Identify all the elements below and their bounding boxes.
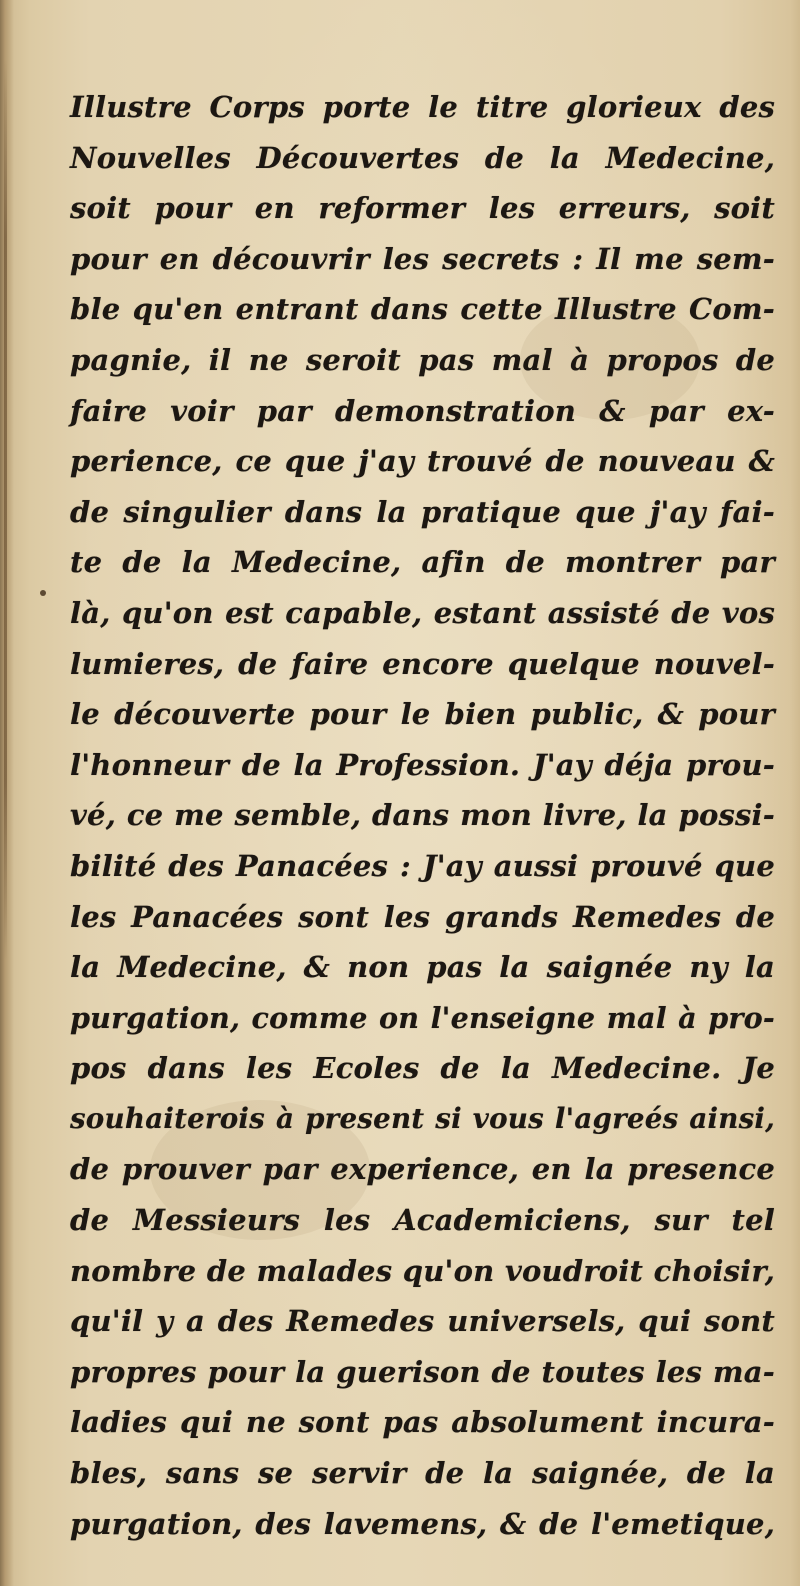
text-line-14: l'honneur de la Profession. J'ay déja prou- [70,747,775,782]
text-line-16: bilité des Panacées : J'ay aussi prouvé que [70,848,775,883]
text-line-20: pos dans les Ecoles de la Medecine. Je [70,1051,775,1086]
text-line-15: vé, ce me semble, dans mon livre, la possi- [70,798,775,833]
text-line-2: Nouvelles Découvertes de la Medecine, [70,140,775,175]
text-line-6: pagnie, il ne seroit pas mal à propos de [70,342,775,377]
page-gutter-shadow [4,60,7,960]
text-line-24: nombre de malades qu'on voudroit choisir, [70,1253,775,1288]
text-line-23: de Messieurs les Academiciens, sur tel [70,1203,775,1238]
text-line-21: souhaiterois à present si vous l'agreés ainsi, [70,1101,775,1135]
text-line-1: Illustre Corps porte le titre glorieux des [70,90,775,124]
text-line-13: le découverte pour le bien public, & pour [70,697,775,732]
text-line-28: bles, sans se servir de la saignée, de la [70,1456,775,1491]
text-line-27: ladies qui ne sont pas absolument incura- [70,1405,775,1440]
text-line-5: ble qu'en entrant dans cette Illustre Com- [70,292,775,327]
text-line-11: là, qu'on est capable, estant assisté de vos [70,595,775,630]
text-line-9: de singulier dans la pratique que j'ay fai- [70,494,775,529]
text-line-4: pour en découvrir les secrets : Il me sem- [70,241,775,276]
text-line-25: qu'il y a des Remedes universels, qui sont [70,1304,775,1339]
text-line-8: perience, ce que j'ay trouvé de nouveau & [70,444,775,479]
text-line-19: purgation, comme on l'enseigne mal à pro- [70,1000,775,1035]
text-line-17: les Panacées sont les grands Remedes de [70,899,775,934]
text-line-3: soit pour en reformer les erreurs, soit [70,191,775,226]
text-line-12: lumieres, de faire encore quelque nouvel- [70,646,775,681]
ink-speck [40,590,46,596]
page-text [70,82,775,1549]
text-line-29: purgation, des lavemens, & de l'emetique, [70,1506,775,1541]
text-line-7: faire voir par demonstration & par ex- [70,393,775,428]
text-line-26: propres pour la guerison de toutes les ma- [70,1354,775,1389]
text-line-10: te de la Medecine, afin de montrer par [70,545,775,580]
text-line-22: de prouver par experience, en la presence [70,1152,775,1187]
text-line-18: la Medecine, & non pas la saignée ny la [70,950,775,985]
